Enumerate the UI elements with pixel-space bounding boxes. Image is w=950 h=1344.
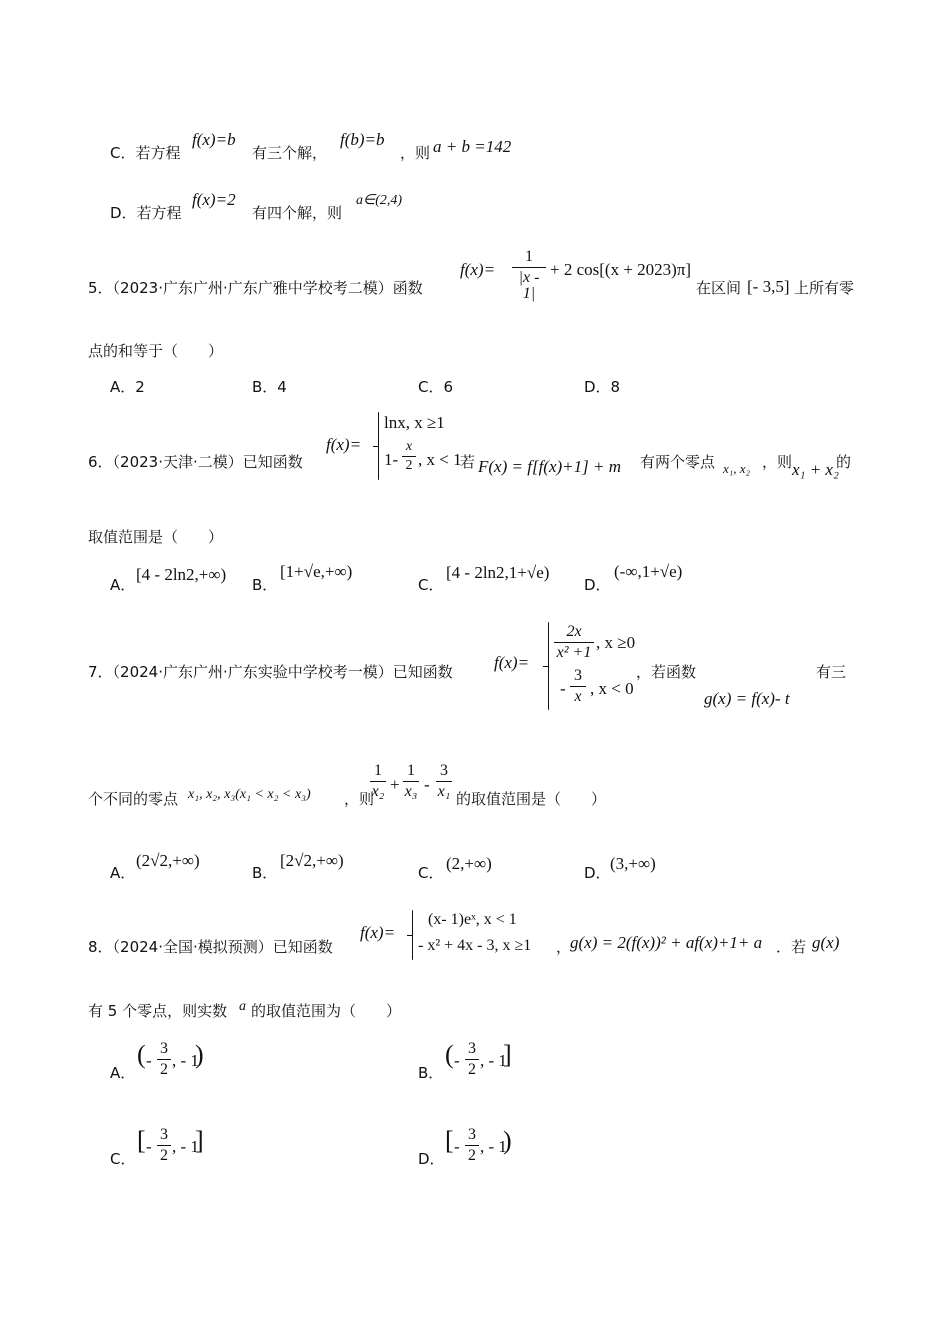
- q4-c-equation-1: f(x)=b: [192, 130, 236, 149]
- q8-f-lhs: f(x)=: [360, 923, 396, 942]
- q7-expr-frac-1: [370, 763, 386, 800]
- q4-option-c-label: C．若方程: [110, 144, 181, 162]
- q8-option-a-num: 3: [160, 1040, 168, 1057]
- q6-option-a-label[interactable]: A．: [110, 576, 136, 594]
- q6-case-2-fraction: [402, 440, 416, 473]
- q8-brace: [412, 910, 413, 960]
- q7-option-b-label[interactable]: B．: [252, 864, 278, 882]
- q8-a-var: a: [239, 999, 246, 1014]
- q7-case-2-den: x: [574, 688, 582, 705]
- q5-option-b[interactable]: B．4: [252, 378, 287, 396]
- q5-option-d[interactable]: D．8: [584, 378, 621, 396]
- q8-option-c-fraction: [157, 1127, 171, 1164]
- q6-de: 的: [836, 453, 852, 471]
- q6-option-c-label[interactable]: C．: [418, 576, 444, 594]
- q8-option-c-num: 3: [160, 1126, 168, 1143]
- q8-stem-line-2: 有 5 个零点，则实数: [88, 1002, 228, 1020]
- q8-option-b-neg: -: [454, 1051, 460, 1070]
- q6-case-2-pre: 1-: [384, 450, 399, 469]
- q6-then: ，则: [762, 453, 793, 471]
- q7-ruo: ，若函数: [636, 663, 697, 681]
- q8-option-a-neg: -: [146, 1051, 152, 1070]
- q4-c-equation-2: f(b)=b: [340, 130, 385, 149]
- q7-case-2-fraction: [570, 668, 586, 705]
- q7-case-1-den: x² +1: [556, 644, 592, 661]
- q8-option-b-tail: , - 1: [480, 1051, 507, 1070]
- q7-expr-num-3: 3: [440, 762, 448, 779]
- q8-option-b-right-paren: ]: [503, 1040, 512, 1069]
- q6-zeros: x₁, x₂: [723, 461, 751, 476]
- q8-option-a-right-paren: ): [195, 1040, 204, 1069]
- q8-option-d-num: 3: [468, 1126, 476, 1143]
- q6-option-c[interactable]: [4 - 2ln2,1+√e): [446, 563, 550, 582]
- q8-option-d-label[interactable]: D．: [418, 1150, 445, 1168]
- q5-cos-part: + 2 cos[(x + 2023)π]: [550, 260, 692, 279]
- q4-d-text-mid: 有四个解，则: [252, 204, 343, 222]
- q7-f-lhs: f(x)=: [494, 653, 530, 672]
- q5-tail-2: 上所有零: [794, 279, 855, 297]
- q7-option-b[interactable]: [2√2,+∞): [280, 851, 344, 870]
- q7-expr-den-2: x₃: [404, 783, 418, 800]
- q7-option-a-label[interactable]: A．: [110, 864, 136, 882]
- q8-option-a-left-paren: (: [137, 1040, 146, 1069]
- q5-option-c[interactable]: C．6: [418, 378, 454, 396]
- q7-zeros: x₁, x₂, x₃(x₁ < x₂ < x₃): [188, 787, 311, 802]
- q8-option-c-den: 2: [160, 1147, 168, 1164]
- q7-option-d[interactable]: (3,+∞): [610, 854, 656, 873]
- q5-f-lhs: f(x)=: [460, 260, 496, 279]
- q6-option-b[interactable]: [1+√e,+∞): [280, 562, 353, 581]
- q7-option-a[interactable]: (2√2,+∞): [136, 851, 200, 870]
- q7-stem: 7．（2024·广东广州·广东实验中学校考一模）已知函数: [88, 663, 453, 681]
- q8-g-x: g(x): [812, 933, 840, 952]
- q7-case-2-num: 3: [574, 667, 582, 684]
- q8-option-a-fraction: [157, 1041, 171, 1078]
- q8-g-equation: g(x) = 2(f(x))² + af(x)+1+ a: [570, 933, 763, 952]
- q7-option-c-label[interactable]: C．: [418, 864, 444, 882]
- q8-option-d-fraction: [465, 1127, 479, 1164]
- q7-tail: 的取值范围是（ ）: [456, 790, 607, 808]
- q7-minus: -: [424, 775, 430, 794]
- q5-frac-den: |x - 1|: [518, 269, 540, 302]
- q6-case-1: lnx, x ≥1: [384, 413, 445, 432]
- q7-you-san: 有三: [816, 663, 847, 681]
- q8-option-c-tail: , - 1: [172, 1137, 199, 1156]
- q5-tail-1: 在区间: [696, 279, 742, 297]
- q8-option-b-num: 3: [468, 1040, 476, 1057]
- q6-stem-line-2: 取值范围是（ ）: [88, 528, 224, 546]
- q7-case-1-fraction: [554, 624, 594, 661]
- q8-stem-line-2-tail: 的取值范围为（ ）: [251, 1002, 402, 1020]
- q5-option-a[interactable]: A．2: [110, 378, 145, 396]
- q7-case-1-num: 2x: [566, 623, 582, 640]
- q8-option-c-neg: -: [146, 1137, 152, 1156]
- q6-f-lhs: f(x)=: [326, 435, 362, 454]
- q7-expr-frac-2: [403, 763, 419, 800]
- q8-option-d-den: 2: [468, 1147, 476, 1164]
- q6-stem: 6．（2023·天津·二模）已知函数: [88, 453, 303, 471]
- q5-stem: 5．（2023·广东广州·广东广雅中学校考二模）函数: [88, 279, 423, 297]
- q8-option-d-tail: , - 1: [480, 1137, 507, 1156]
- q8-option-c-right-paren: ]: [195, 1126, 204, 1155]
- q8-option-c-label[interactable]: C．: [110, 1150, 136, 1168]
- q8-option-a-label[interactable]: A．: [110, 1064, 136, 1082]
- q8-option-d-left-paren: [: [445, 1126, 454, 1155]
- q5-fraction: [512, 249, 546, 302]
- q8-option-d-neg: -: [454, 1137, 460, 1156]
- q6-option-d[interactable]: (-∞,1+√e): [614, 562, 683, 581]
- q8-option-a-tail: , - 1: [172, 1051, 199, 1070]
- q6-F-equation: F(x) = f[f(x)+1] + m: [478, 457, 621, 476]
- q7-brace: [548, 622, 549, 710]
- q5-stem-line-2: 点的和等于（ ）: [88, 342, 224, 360]
- q7-expr-num-2: 1: [407, 762, 415, 779]
- q6-option-a[interactable]: [4 - 2ln2,+∞): [136, 565, 227, 584]
- q6-brace: [378, 412, 379, 480]
- q6-case-2-den: 2: [405, 458, 413, 473]
- q8-case-2: - x² + 4x - 3, x ≥1: [418, 937, 532, 954]
- q6-ruo: 若: [460, 453, 476, 471]
- q7-expr-den-1: x₂: [371, 783, 385, 800]
- q8-option-b-label[interactable]: B．: [418, 1064, 444, 1082]
- q6-case-2-num: x: [405, 439, 413, 454]
- q7-stem-line-2: 个不同的零点: [88, 790, 179, 808]
- q7-case-2-pre: -: [560, 679, 566, 698]
- q8-option-c-left-paren: [: [137, 1126, 146, 1155]
- q6-option-d-label[interactable]: D．: [584, 576, 611, 594]
- q7-case-1-post: , x ≥0: [596, 633, 636, 652]
- q7-expr-num-1: 1: [374, 762, 382, 779]
- q8-option-d-right-paren: ): [503, 1126, 512, 1155]
- q8-comma: ，: [556, 938, 572, 956]
- q8-option-b-fraction: [465, 1041, 479, 1078]
- q4-c-text-mid: 有三个解，: [252, 144, 328, 162]
- q7-g-equation: g(x) = f(x)- t: [704, 689, 790, 708]
- q4-option-d-label: D．若方程: [110, 204, 182, 222]
- q6-case-2-post: , x < 1: [418, 450, 462, 469]
- q7-option-c[interactable]: (2,+∞): [446, 854, 492, 873]
- q8-option-b-left-paren: (: [445, 1040, 454, 1069]
- q6-mid: 有两个零点: [640, 453, 716, 471]
- q7-option-d-label[interactable]: D．: [584, 864, 611, 882]
- q8-option-a-den: 2: [160, 1061, 168, 1078]
- q4-d-equation-1: f(x)=2: [192, 190, 236, 209]
- q4-c-then: ，则: [400, 144, 431, 162]
- q8-stem: 8．（2024·全国·模拟预测）已知函数: [88, 938, 333, 956]
- q6-sum: x₁ + x₂: [792, 460, 839, 479]
- q5-frac-num: 1: [525, 248, 533, 265]
- q5-interval: [- 3,5]: [747, 277, 790, 296]
- q7-expr-den-3: x₁: [437, 783, 451, 800]
- q8-ruo: ．若: [776, 938, 807, 956]
- q4-d-equation-2: a∈(2,4): [356, 193, 403, 208]
- q8-option-b-den: 2: [468, 1061, 476, 1078]
- q4-c-equation-3: a + b =142: [433, 137, 512, 156]
- q8-case-1: (x- 1)eˣ, x < 1: [428, 911, 517, 928]
- q7-plus: +: [390, 775, 400, 794]
- q7-then: ，则: [344, 790, 375, 808]
- q7-expr-frac-3: [436, 763, 452, 800]
- q6-option-b-label[interactable]: B．: [252, 576, 278, 594]
- q7-case-2-post: , x < 0: [590, 679, 634, 698]
